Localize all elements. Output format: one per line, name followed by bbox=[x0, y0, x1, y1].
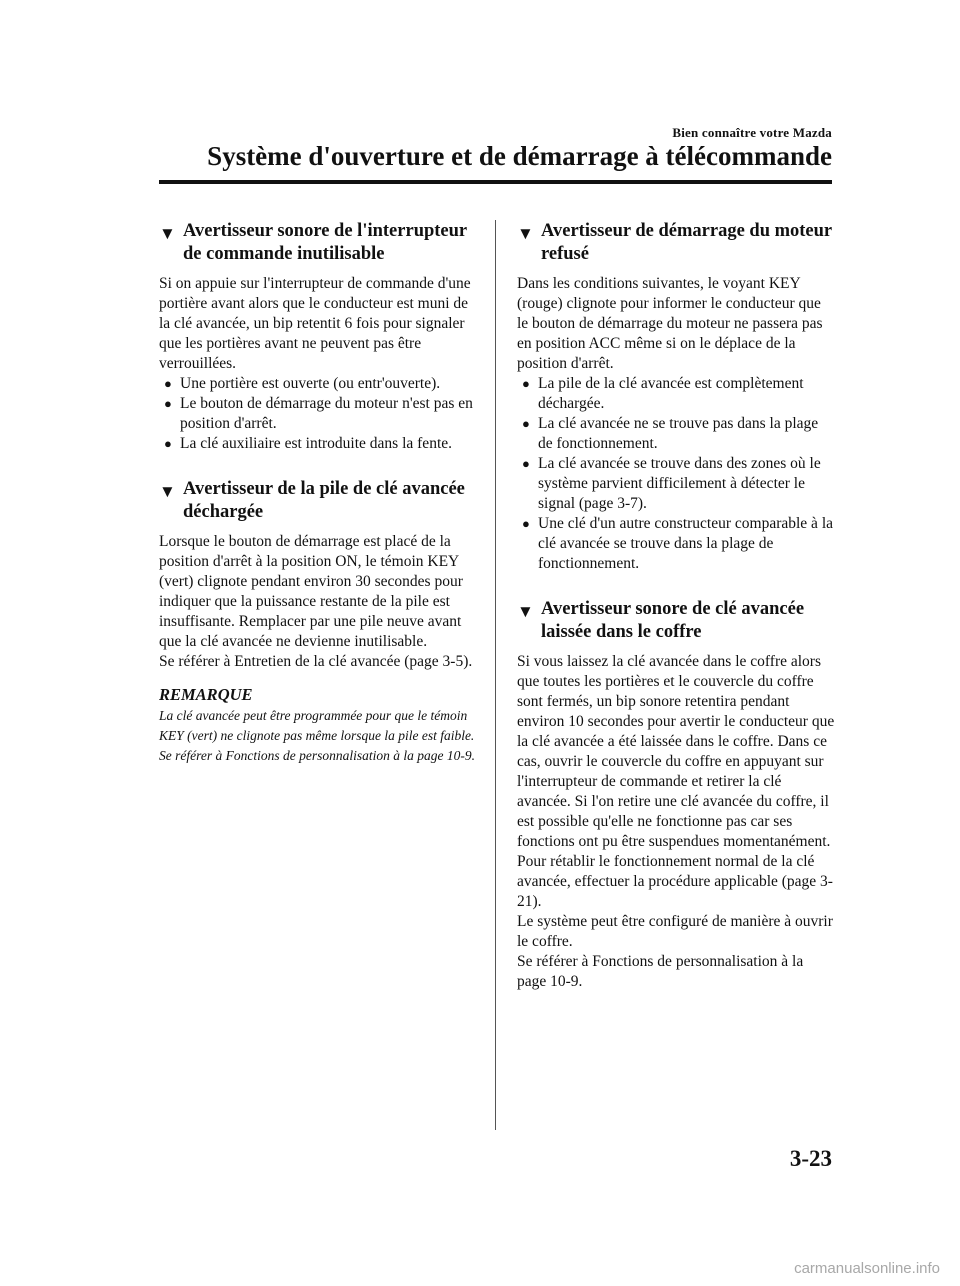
reference-text: Se référer à Entretien de la clé avancée (page 3-5). bbox=[159, 653, 473, 670]
list-item: ● La clé avancée se trouve dans des zones où le système parvient difficilement à détecter le signal (page 3-7). bbox=[522, 455, 821, 512]
bullet-icon: ● bbox=[164, 396, 172, 411]
paragraph: Si on appuie sur l'interrupteur de commande d'une portière avant alors que le conducteur est muni de la clé avancée, un bip retentit 6 fois pour signaler que les portières avant ne peuvent pas être verrouillées. bbox=[159, 275, 471, 372]
list-item: ● Le bouton de démarrage du moteur n'est pas en position d'arrêt. bbox=[164, 395, 473, 432]
bullet-icon: ● bbox=[522, 456, 530, 471]
list-item: ● Une portière est ouverte (ou entr'ouverte). bbox=[164, 375, 441, 392]
note-text: La clé avancée peut être programmée pour que le témoin KEY (vert) ne clignote pas même lorsque la pile est faible. bbox=[159, 708, 475, 743]
triangle-icon: ▼ bbox=[159, 224, 176, 243]
bullet-icon: ● bbox=[522, 416, 530, 431]
section-button-unusable-warning bbox=[159, 220, 477, 454]
paragraph: Lorsque le bouton de démarrage est placé de la position d'arrêt à la position ON, le témoin KEY (vert) clignote pendant environ 30 secondes pour indiquer que la puissance restante de la pile est insuffisante. Remplacer par une pile neuve avant que la clé avancée ne devienne inutilisable. bbox=[159, 533, 463, 650]
bullet-icon: ● bbox=[164, 436, 172, 451]
bullet-icon: ● bbox=[522, 516, 530, 531]
triangle-icon: ▼ bbox=[517, 602, 534, 621]
section-heading: Avertisseur sonore de clé avancée laissée dans le coffre bbox=[541, 599, 805, 642]
left-column bbox=[159, 220, 477, 790]
reference-text: Se référer à Fonctions de personnalisation à la page 10-9. bbox=[517, 953, 804, 990]
list-item: ● Une clé d'un autre constructeur comparable à la clé avancée se trouve dans la plage de fonctionnement. bbox=[522, 515, 833, 572]
section-key-left-in-trunk bbox=[517, 598, 835, 992]
section-heading: Avertisseur de démarrage du moteur refusé bbox=[541, 221, 832, 264]
paragraph: Le système peut être configuré de manière à ouvrir le coffre. bbox=[517, 913, 833, 950]
section-heading: Avertisseur de la pile de clé avancée déchargée bbox=[183, 479, 465, 522]
right-column bbox=[517, 220, 835, 1016]
page-title: Système d'ouverture et de démarrage à télécommande bbox=[207, 141, 832, 171]
triangle-icon: ▼ bbox=[159, 482, 176, 501]
section-battery-low-warning bbox=[159, 478, 477, 766]
section-heading: Avertisseur sonore de l'interrupteur de commande inutilisable bbox=[183, 221, 467, 264]
section-label: Bien connaître votre Mazda bbox=[672, 125, 832, 140]
bullet-list bbox=[517, 374, 835, 574]
bullet-icon: ● bbox=[164, 376, 172, 391]
page-number: 3-23 bbox=[789, 1146, 832, 1171]
column-divider bbox=[495, 220, 496, 1130]
watermark: carmanualsonline.info bbox=[794, 1260, 940, 1277]
bullet-icon: ● bbox=[522, 376, 530, 391]
section-engine-start-refused bbox=[517, 220, 835, 574]
list-item: ● La pile de la clé avancée est complètement déchargée. bbox=[522, 375, 804, 412]
list-item: ● La clé avancée ne se trouve pas dans la plage de fonctionnement. bbox=[522, 415, 819, 452]
note-reference: Se référer à Fonctions de personnalisation à la page 10-9. bbox=[159, 748, 475, 763]
triangle-icon: ▼ bbox=[517, 224, 534, 243]
bullet-list bbox=[159, 374, 477, 454]
paragraph: Si vous laissez la clé avancée dans le coffre alors que toutes les portières et le couvercle du coffre sont fermés, un bip sonore retentira pendant environ 10 secondes pour avertir le conducteur que la clé avancée a été laissée dans le coffre. Dans ce cas, ouvrir le couvercle du coffre en appuyant sur l'interrupteur de commande et retirer la clé avancée. Si l'on retire une clé avancée du coffre, il est possible qu'elle ne fonctionne pas car ses fonctions ont pu être suspendues momentanément. Pour rétablir le fonctionnement normal de la clé avancée, effectuer la procédure applicable (page 3-21). bbox=[517, 653, 835, 910]
paragraph: Dans les conditions suivantes, le voyant KEY (rouge) clignote pour informer le conducteur que le bouton de démarrage du moteur ne passera pas en position ACC même si on le déplace de la position d'arrêt. bbox=[517, 275, 823, 372]
list-item: ● La clé auxiliaire est introduite dans la fente. bbox=[164, 435, 452, 452]
note-title: REMARQUE bbox=[159, 685, 253, 704]
header-rule bbox=[159, 180, 832, 184]
